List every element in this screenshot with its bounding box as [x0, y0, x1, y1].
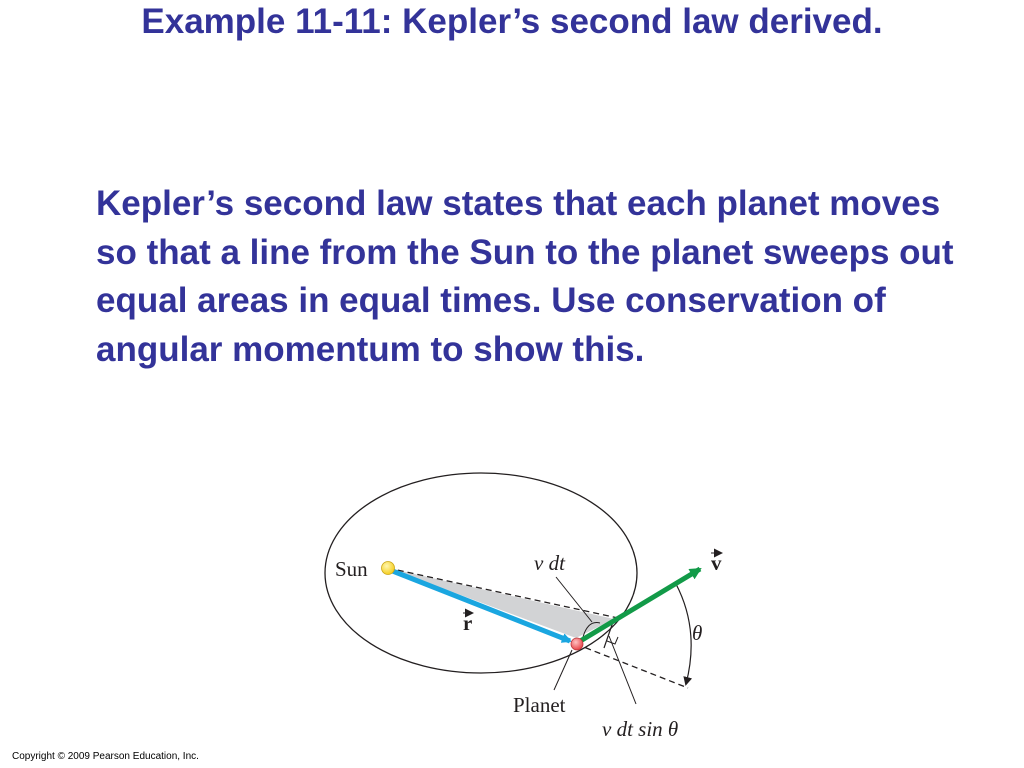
r-vector-label: r: [463, 611, 473, 635]
orbit-ellipse: [325, 473, 637, 673]
planet-label: Planet: [513, 693, 566, 717]
v-vector-arrow: [577, 569, 703, 645]
v-vector-label: v: [711, 551, 722, 575]
problem-statement: Kepler’s second law states that each planet moves so that a line from the Sun to the planet sweeps out equal areas in equal times. Use conservation of angular momentum to show this.: [96, 184, 954, 369]
planet-icon: [571, 638, 583, 650]
sun-icon: [382, 562, 395, 575]
kepler-diagram: [300, 460, 740, 755]
r-extension-dashed: [576, 644, 688, 688]
vdt-sin-leader: [609, 636, 636, 704]
v-dt-label: v dt: [534, 551, 565, 575]
kepler-diagram-svg: [300, 460, 740, 750]
sun-label: Sun: [335, 557, 368, 581]
slide-title: Example 11-11: Kepler’s second law derived.: [141, 2, 883, 41]
theta-arc: [676, 584, 691, 684]
right-angle-mark: [607, 637, 618, 644]
planet-leader: [554, 650, 572, 690]
v-dt-sin-label: v dt sin θ: [602, 717, 679, 741]
swept-area: [388, 568, 614, 638]
theta-label: θ: [692, 621, 703, 645]
copyright-notice: Copyright © 2009 Pearson Education, Inc.: [12, 751, 199, 762]
